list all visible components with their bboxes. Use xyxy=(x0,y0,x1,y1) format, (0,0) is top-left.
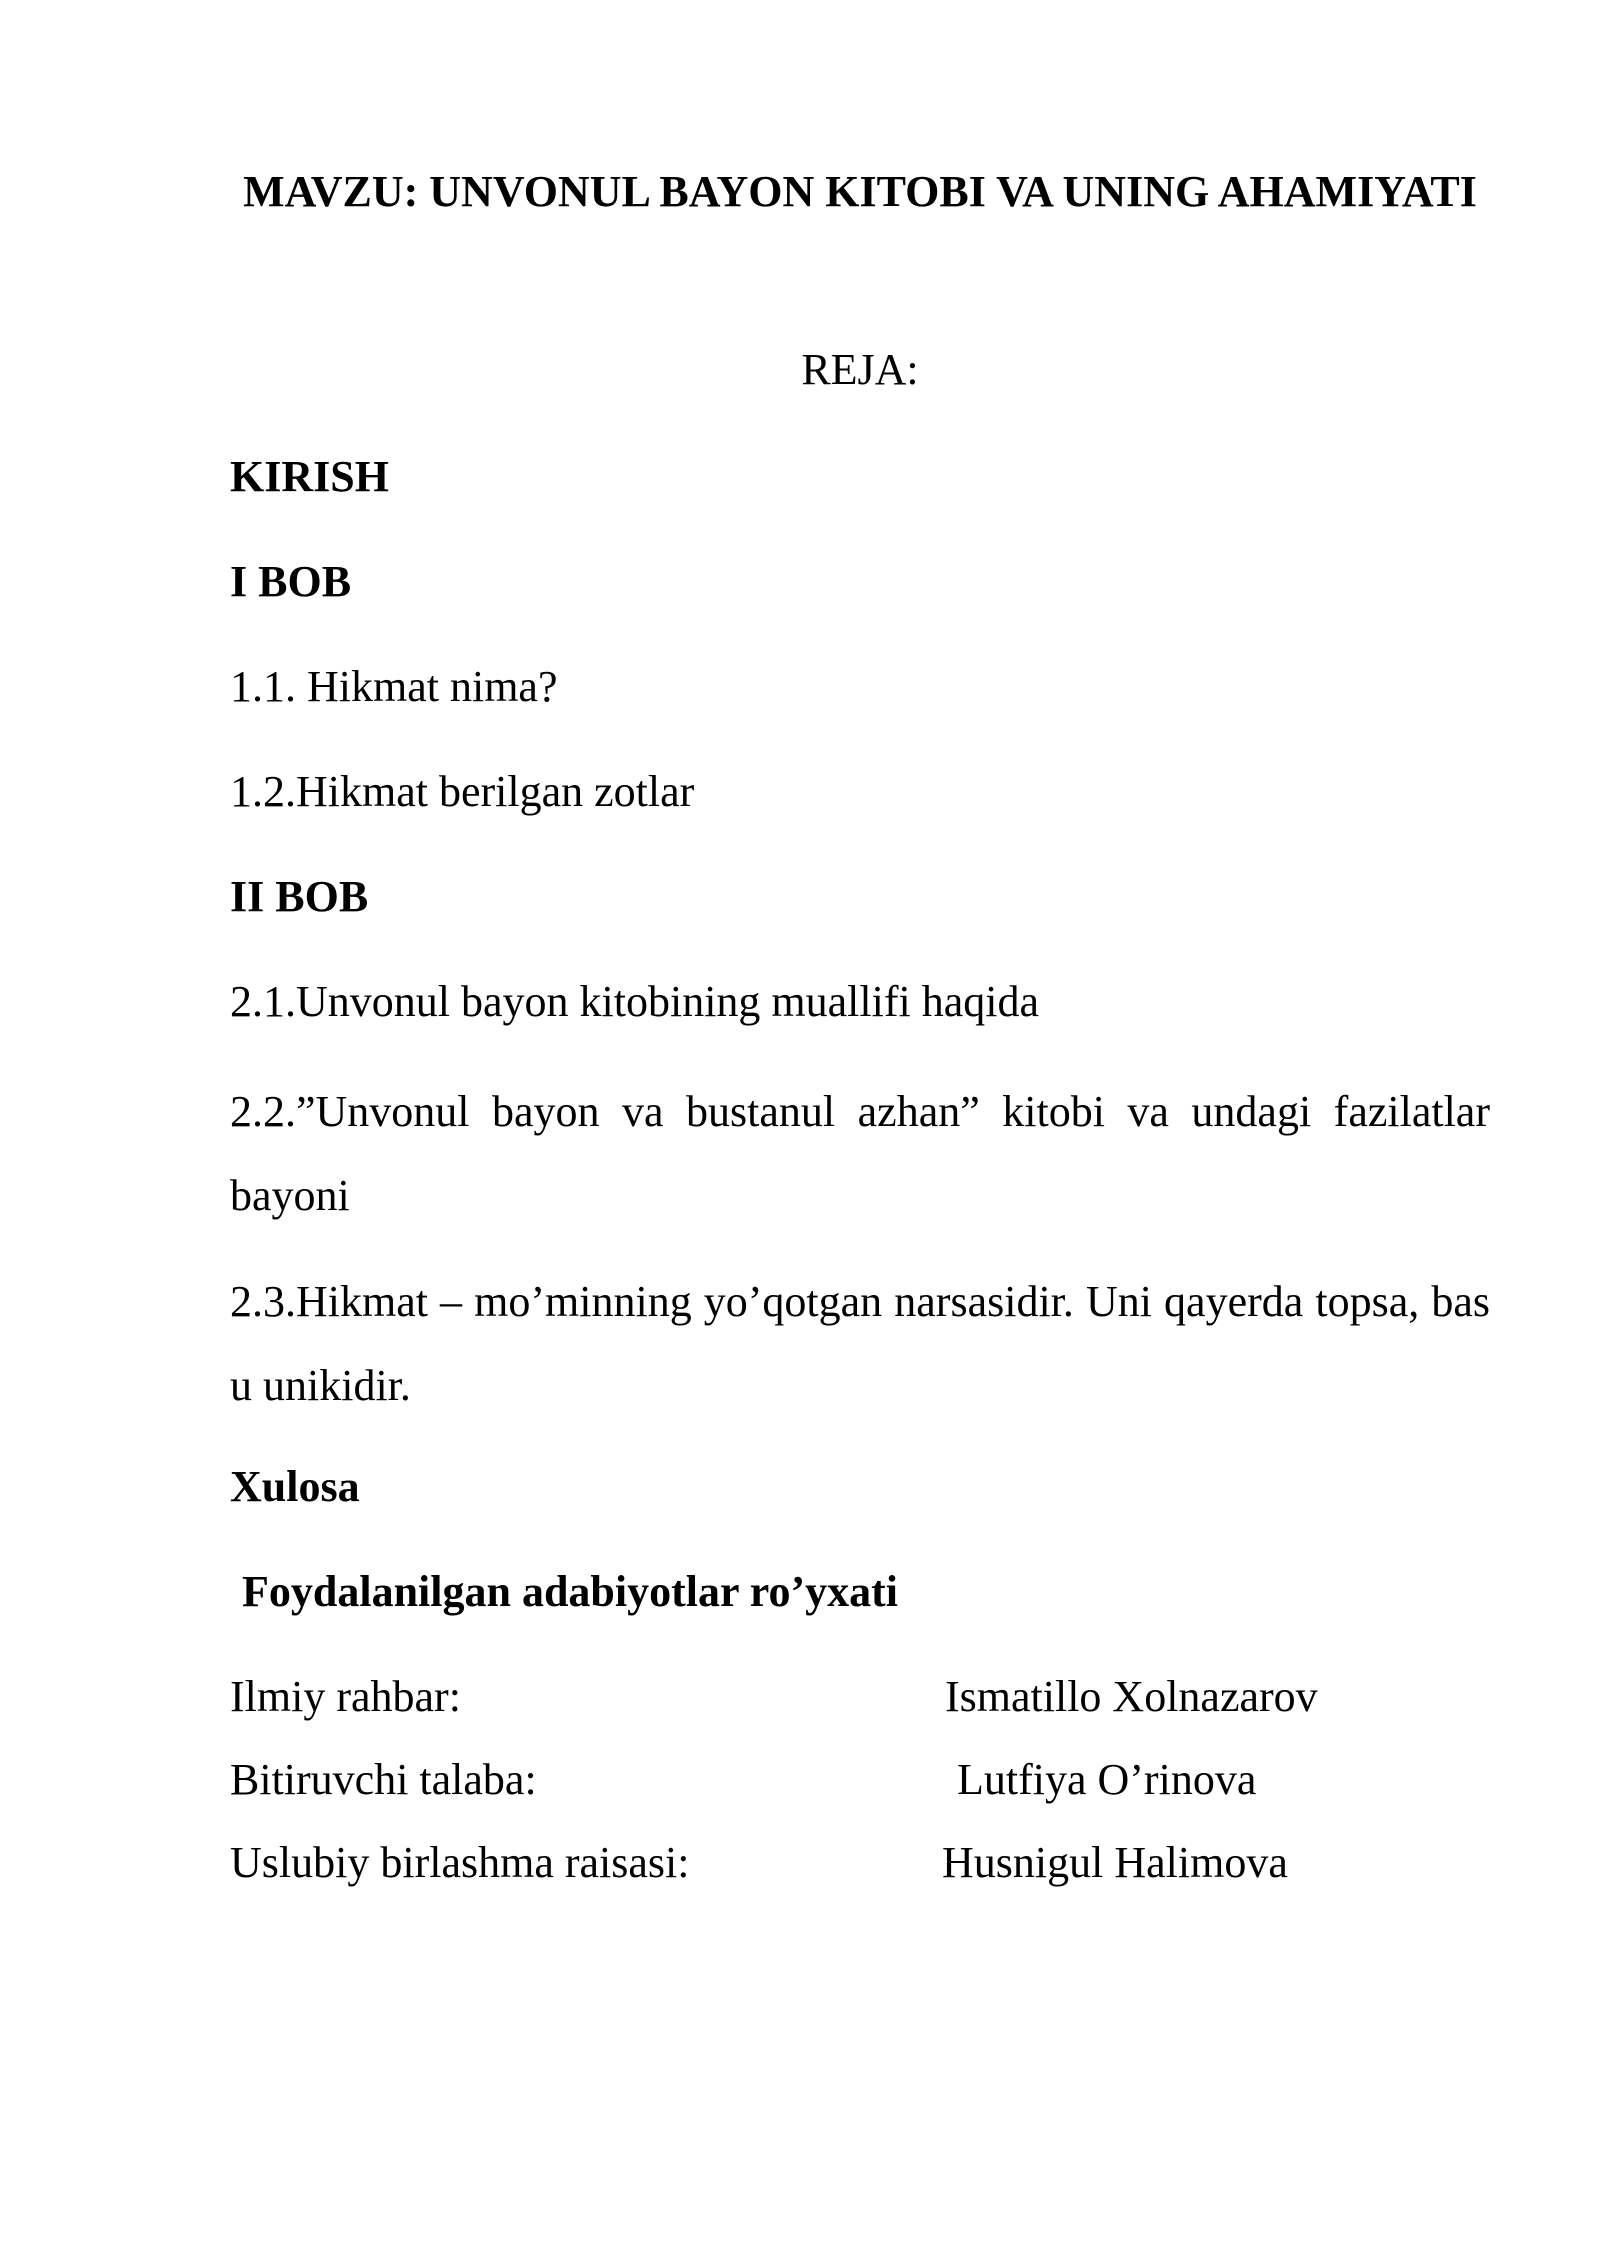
outline-item-introduction: KIRISH xyxy=(230,452,389,501)
signature-row-chair xyxy=(230,1821,1490,1905)
signature-label: Uslubiy birlashma raisasi: xyxy=(230,1838,690,1887)
outline-item-conclusion: Xulosa xyxy=(230,1462,360,1511)
outline-item-chapter-2: II BOB xyxy=(230,872,369,921)
outline-item-2-2: 2.2.”Unvonul bayon va bustanul azhan” kitobi va undagi fazilatlar bayoni xyxy=(230,1087,1490,1220)
outline-item-1-1: 1.1. Hikmat nima? xyxy=(230,662,558,711)
signature-label: Ilmiy rahbar: xyxy=(230,1672,461,1721)
signature-row-supervisor xyxy=(230,1655,1490,1739)
plan-heading: REJA: xyxy=(801,345,919,394)
signature-name: Husnigul Halimova xyxy=(942,1838,1288,1887)
signature-name: Lutfiya O’rinova xyxy=(957,1755,1257,1804)
signature-name: Ismatillo Xolnazarov xyxy=(945,1672,1318,1721)
signature-label: Bitiruvchi talaba: xyxy=(230,1755,537,1804)
outline-item-2-3: 2.3.Hikmat – mo’minning yo’qotgan narsasidir. Uni qayerda topsa, bas u unikidir. xyxy=(230,1277,1490,1410)
outline-item-1-2: 1.2.Hikmat berilgan zotlar xyxy=(230,767,695,816)
outline-item-chapter-1: I BOB xyxy=(230,557,352,606)
signature-row-graduate xyxy=(230,1738,1490,1822)
outline-item-2-1: 2.1.Unvonul bayon kitobining muallifi haqida xyxy=(230,977,1040,1026)
document-title: MAVZU: UNVONUL BAYON KITOBI VA UNING AHAMIYATI xyxy=(243,167,1477,216)
outline-item-references: Foydalanilgan adabiyotlar ro’yxati xyxy=(242,1567,899,1616)
